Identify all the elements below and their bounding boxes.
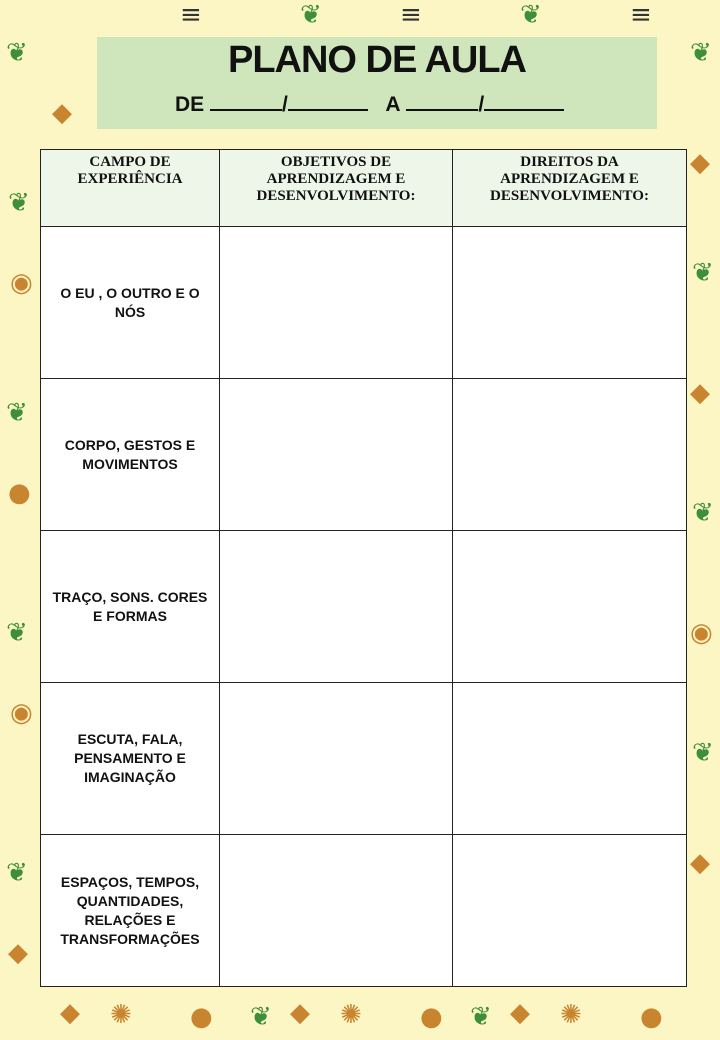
- monkey-icon: ●: [420, 1002, 443, 1032]
- objetivos-cell[interactable]: [220, 227, 453, 379]
- page-title: PLANO DE AULA: [227, 39, 527, 81]
- lion-icon: ✺: [340, 1000, 362, 1030]
- field-cell: ESPAÇOS, TEMPOS, QUANTIDADES, RELAÇÕES E TRANSFORMAÇÕES: [41, 835, 220, 987]
- leaf-icon: ❦: [6, 38, 28, 68]
- field-cell: ESCUTA, FALA, PENSAMENTO E IMAGINAÇÃO: [41, 683, 220, 835]
- table-header-row: [41, 150, 687, 227]
- leaf-icon: ❦: [520, 0, 542, 30]
- lesson-plan-table: [40, 149, 687, 987]
- giraffe-icon: ◆: [690, 148, 710, 178]
- direitos-cell[interactable]: [453, 531, 687, 683]
- column-header-campo: CAMPO DE EXPERIÊNCIA: [41, 150, 220, 227]
- snake-icon: ◉: [690, 618, 713, 648]
- lion-icon: ✺: [110, 1000, 132, 1030]
- giraffe-icon: ◆: [290, 998, 310, 1028]
- leaf-icon: ❦: [6, 618, 28, 648]
- field-cell: TRAÇO, SONS. CORES E FORMAS: [41, 531, 220, 683]
- table-row: [41, 835, 687, 987]
- table-row: [41, 683, 687, 835]
- giraffe-icon: ◆: [8, 938, 28, 968]
- table-row: [41, 531, 687, 683]
- direitos-cell[interactable]: [453, 379, 687, 531]
- objetivos-cell[interactable]: [220, 379, 453, 531]
- snake-icon: ◉: [10, 268, 33, 298]
- monkey-icon: ●: [640, 1002, 663, 1032]
- leaf-icon: ❦: [250, 1002, 272, 1032]
- column-header-direitos: DIREITOS DA APRENDIZAGEM E DESENVOLVIMENTO:: [453, 150, 687, 227]
- giraffe-icon: ◆: [60, 998, 80, 1028]
- field-cell: O EU , O OUTRO E O NÓS: [41, 227, 220, 379]
- leaf-icon: ❦: [692, 738, 714, 768]
- lion-icon: ✺: [560, 1000, 582, 1030]
- table-row: [41, 227, 687, 379]
- leaf-icon: ❦: [300, 0, 322, 30]
- date-from-label: DE: [175, 93, 205, 116]
- monkey-icon: ●: [190, 1002, 213, 1032]
- snake-icon: ◉: [10, 698, 33, 728]
- giraffe-icon: ◆: [52, 98, 72, 128]
- direitos-cell[interactable]: [453, 683, 687, 835]
- objetivos-cell[interactable]: [220, 835, 453, 987]
- direitos-cell[interactable]: [453, 227, 687, 379]
- leaf-icon: ❦: [692, 498, 714, 528]
- date-to-month-blank[interactable]: [484, 93, 564, 111]
- objetivos-cell[interactable]: [220, 683, 453, 835]
- monkey-icon: ●: [8, 478, 31, 508]
- date-from-month-blank[interactable]: [288, 93, 368, 111]
- date-from-day-blank[interactable]: [210, 93, 282, 111]
- header-band: [97, 37, 657, 129]
- leaf-icon: ❦: [6, 858, 28, 888]
- table-row: [41, 379, 687, 531]
- leaf-icon: ❦: [690, 38, 712, 68]
- date-to-label: A: [385, 93, 401, 116]
- date-range: [175, 93, 564, 117]
- leaf-icon: ❦: [6, 398, 28, 428]
- direitos-cell[interactable]: [453, 835, 687, 987]
- zebra-icon: ≡: [180, 0, 202, 30]
- zebra-icon: ≡: [400, 0, 422, 30]
- leaf-icon: ❦: [8, 188, 30, 218]
- column-header-objetivos: OBJETIVOS DE APRENDIZAGEM E DESENVOLVIMENTO:: [220, 150, 453, 227]
- leaf-icon: ❦: [470, 1002, 492, 1032]
- date-to-day-blank[interactable]: [406, 93, 478, 111]
- date-separator: /: [478, 93, 485, 116]
- leaf-icon: ❦: [692, 258, 714, 288]
- date-separator: /: [282, 93, 288, 116]
- field-cell: CORPO, GESTOS E MOVIMENTOS: [41, 379, 220, 531]
- zebra-icon: ≡: [630, 0, 652, 30]
- giraffe-icon: ◆: [510, 998, 530, 1028]
- objetivos-cell[interactable]: [220, 531, 453, 683]
- giraffe-icon: ◆: [690, 848, 710, 878]
- giraffe-icon: ◆: [690, 378, 710, 408]
